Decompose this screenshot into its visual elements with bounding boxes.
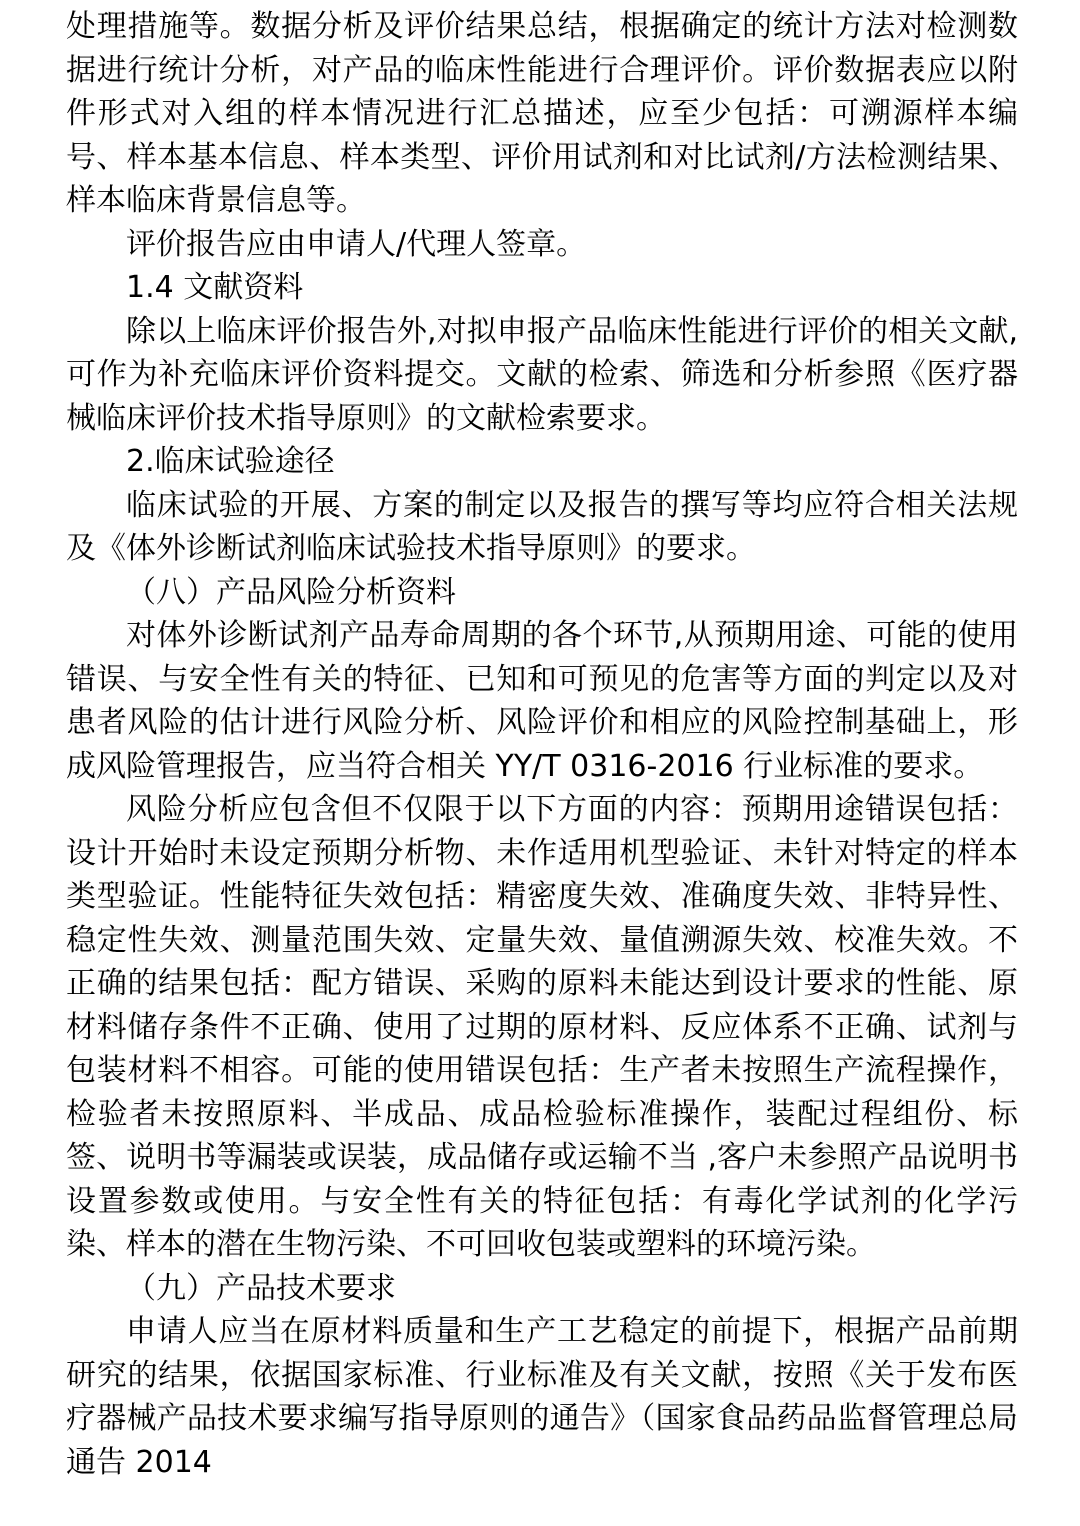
section-heading-risk-analysis: （八）产品风险分析资料 [126, 574, 456, 610]
paragraph-clinical-trial: 临床试验的开展、方案的制定以及报告的撰写等均应符合相关法规及《体外诊断试剂临床试验技术指导原则》的要求。 [66, 487, 1018, 566]
paragraph-risk-management: 对体外诊断试剂产品寿命周期的各个环节,从预期用途、可能的使用错误、与安全性有关的特征、已知和可预见的危害等方面的判定以及对患者风险的估计进行风险分析、风险评价和相应的风险控制基础上，形成风险管理报告，应当符合相关 YY/T 0316-2016 行业标准的要求。 [66, 618, 1018, 784]
paragraph-data-analysis: 处理措施等。数据分析及评价结果总结，根据确定的统计方法对检测数据进行统计分析，对产品的临床性能进行合理评价。评价数据表应以附件形式对入组的样本情况进行汇总描述，应至少包括：可溯源样本编号、样本基本信息、样本类型、评价用试剂和对比试剂/方法检测结果、样本临床背景信息等。 [66, 9, 1018, 218]
paragraph-risk-content: 风险分析应包含但不仅限于以下方面的内容：预期用途错误包括：设计开始时未设定预期分析物、未作适用机型验证、未针对特定的样本类型验证。性能特征失效包括：精密度失效、准确度失效、非特异性、稳定性失效、测量范围失效、定量失效、量值溯源失效、校准失效。不正确的结果包括：配方错误、采购的原料未能达到设计要求的性能、原材料储存条件不正确、使用了过期的原材料、反应体系不正确、试剂与包装材料不相容。可能的使用错误包括：生产者未按照生产流程操作，检验者未按照原料、半成品、成品检验标准操作，装配过程组份、标签、说明书等漏装或误装，成品储存或运输不当 ,客户未参照产品说明书设置参数或使用。与安全性有关的特征包括：有毒化学试剂的化学污染、样本的潜在生物污染、不可回收包装或塑料的环境污染。 [66, 792, 1018, 1262]
paragraph-technical-requirements: 申请人应当在原材料质量和生产工艺稳定的前提下，根据产品前期研究的结果，依据国家标准、行业标准及有关文献，按照《关于发布医疗器械产品技术要求编写指导原则的通告》（国家食品药品监督管理总局通告 2014 [66, 1314, 1018, 1480]
paragraph-evaluation-signature: 评价报告应由申请人/代理人签章。 [126, 226, 587, 262]
section-heading-clinical-trial: 2.临床试验途径 [126, 444, 335, 479]
section-heading-literature: 1.4 文献资料 [126, 270, 304, 305]
paragraph-literature: 除以上临床评价报告外,对拟申报产品临床性能进行评价的相关文献,可作为补充临床评价资料提交。文献的检索、筛选和分析参照《医疗器械临床评价技术指导原则》的文献检索要求。 [66, 313, 1018, 436]
section-heading-technical-requirements: （九）产品技术要求 [126, 1270, 396, 1306]
document-page [66, 5, 1018, 1484]
